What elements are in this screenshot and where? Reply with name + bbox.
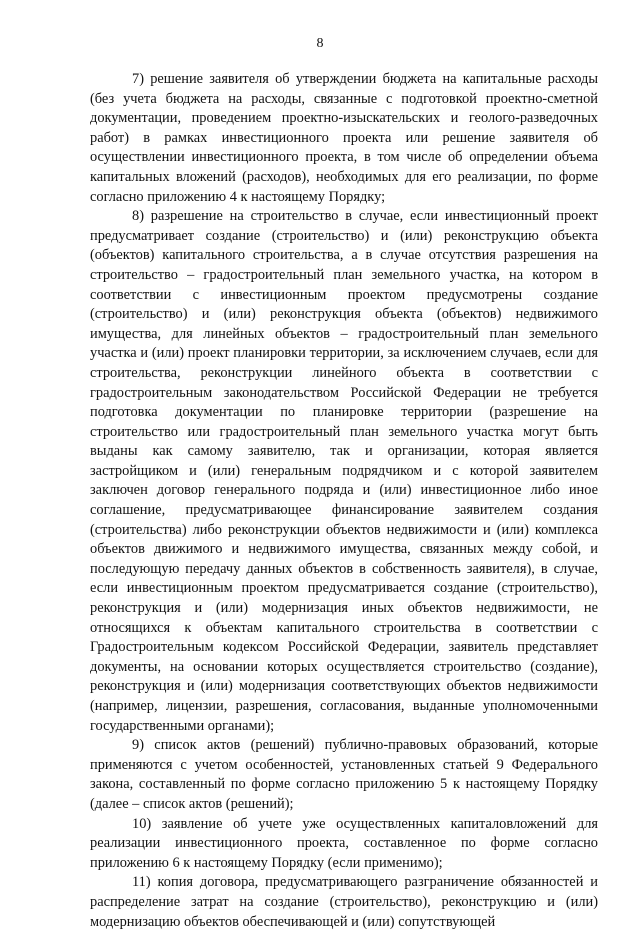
paragraph-item-7: 7) решение заявителя об утверждении бюджета на капитальные расходы (без учета бюджета на расходы, связанные с подготовкой проектно-сметной документации, проведением проектно-изыскательских и геолого-разведочных работ) в рамках инвестиционного проекта или решение заявителя об осуществлении инвестиционного проекта, в том числе об определении объема капитальных вложений (расходов), необходимых для его реализации, по форме согласно приложению 4 к настоящему Порядку;: [90, 71, 598, 205]
paragraph-item-11: 11) копия договора, предусматривающего разграничение обязанностей и распределение затрат на создание (строительство), реконструкцию и (или) модернизацию объектов обеспечивающей и (или) сопутствующей: [90, 874, 598, 930]
paragraph-item-9: 9) список актов (решений) публично-правовых образований, которые применяются с учетом особенностей, установленных статьей 9 Федерального закона, составленный по форме согласно приложению 5 к настоящему Порядку (далее – список актов (решений);: [90, 737, 598, 812]
paragraph-item-8: 8) разрешение на строительство в случае, если инвестиционный проект предусматривает создание (строительство) и (или) реконструкцию объекта (объектов) капитального строительства, а в случае отсутствия разрешения на строительство – градостроительный план земельного участка, на котором в соответствии с инвестиционным проектом предусмотрены создание (строительство) и (или) реконструкция объекта (объектов) недвижимого имущества, для линейных объектов – градостроительный план земельного участка и (или) проект планировки территории, за исключением случаев, если для строительства, реконструкции линейного объекта в соответствии с градостроительным законодательством Российской Федерации не требуется подготовка документации по планировке территории (разрешение на строительство или градостроительный план земельного участка могут быть выданы как самому заявителю, так и организации, которая является застройщиком и (или) генеральным подрядчиком и с которой заявителем заключен договор генерального подряда и (или) инвестиционное либо иное соглашение, предусматривающее финансирование заявителем создания (строительства) либо реконструкции объектов недвижимости и (или) комплекса объектов движимого и недвижимого имущества, связанных между собой, и последующую передачу данных объектов в собственность заявителя), в случае, если инвестиционным проектом предусматривается создание (строительство), реконструкция и (или) модернизация иных объектов недвижимости, не относящихся к объектам капитального строительства в соответствии с Градостроительным кодексом Российской Федерации, заявитель представляет документы, на основании которых осуществляется строительство (создание), реконструкция и (или) модернизация соответствующих объектов недвижимости (например, лицензии, разрешения, согласования, выданные уполномоченными государственными органами);: [90, 208, 598, 734]
page-number: 8: [316, 36, 324, 51]
document-body: [90, 70, 598, 932]
paragraph-item-10: 10) заявление об учете уже осуществленных капиталовложений для реализации инвестиционного проекта, составленное по форме согласно приложению 6 к настоящему Порядку (если применимо);: [90, 815, 598, 871]
